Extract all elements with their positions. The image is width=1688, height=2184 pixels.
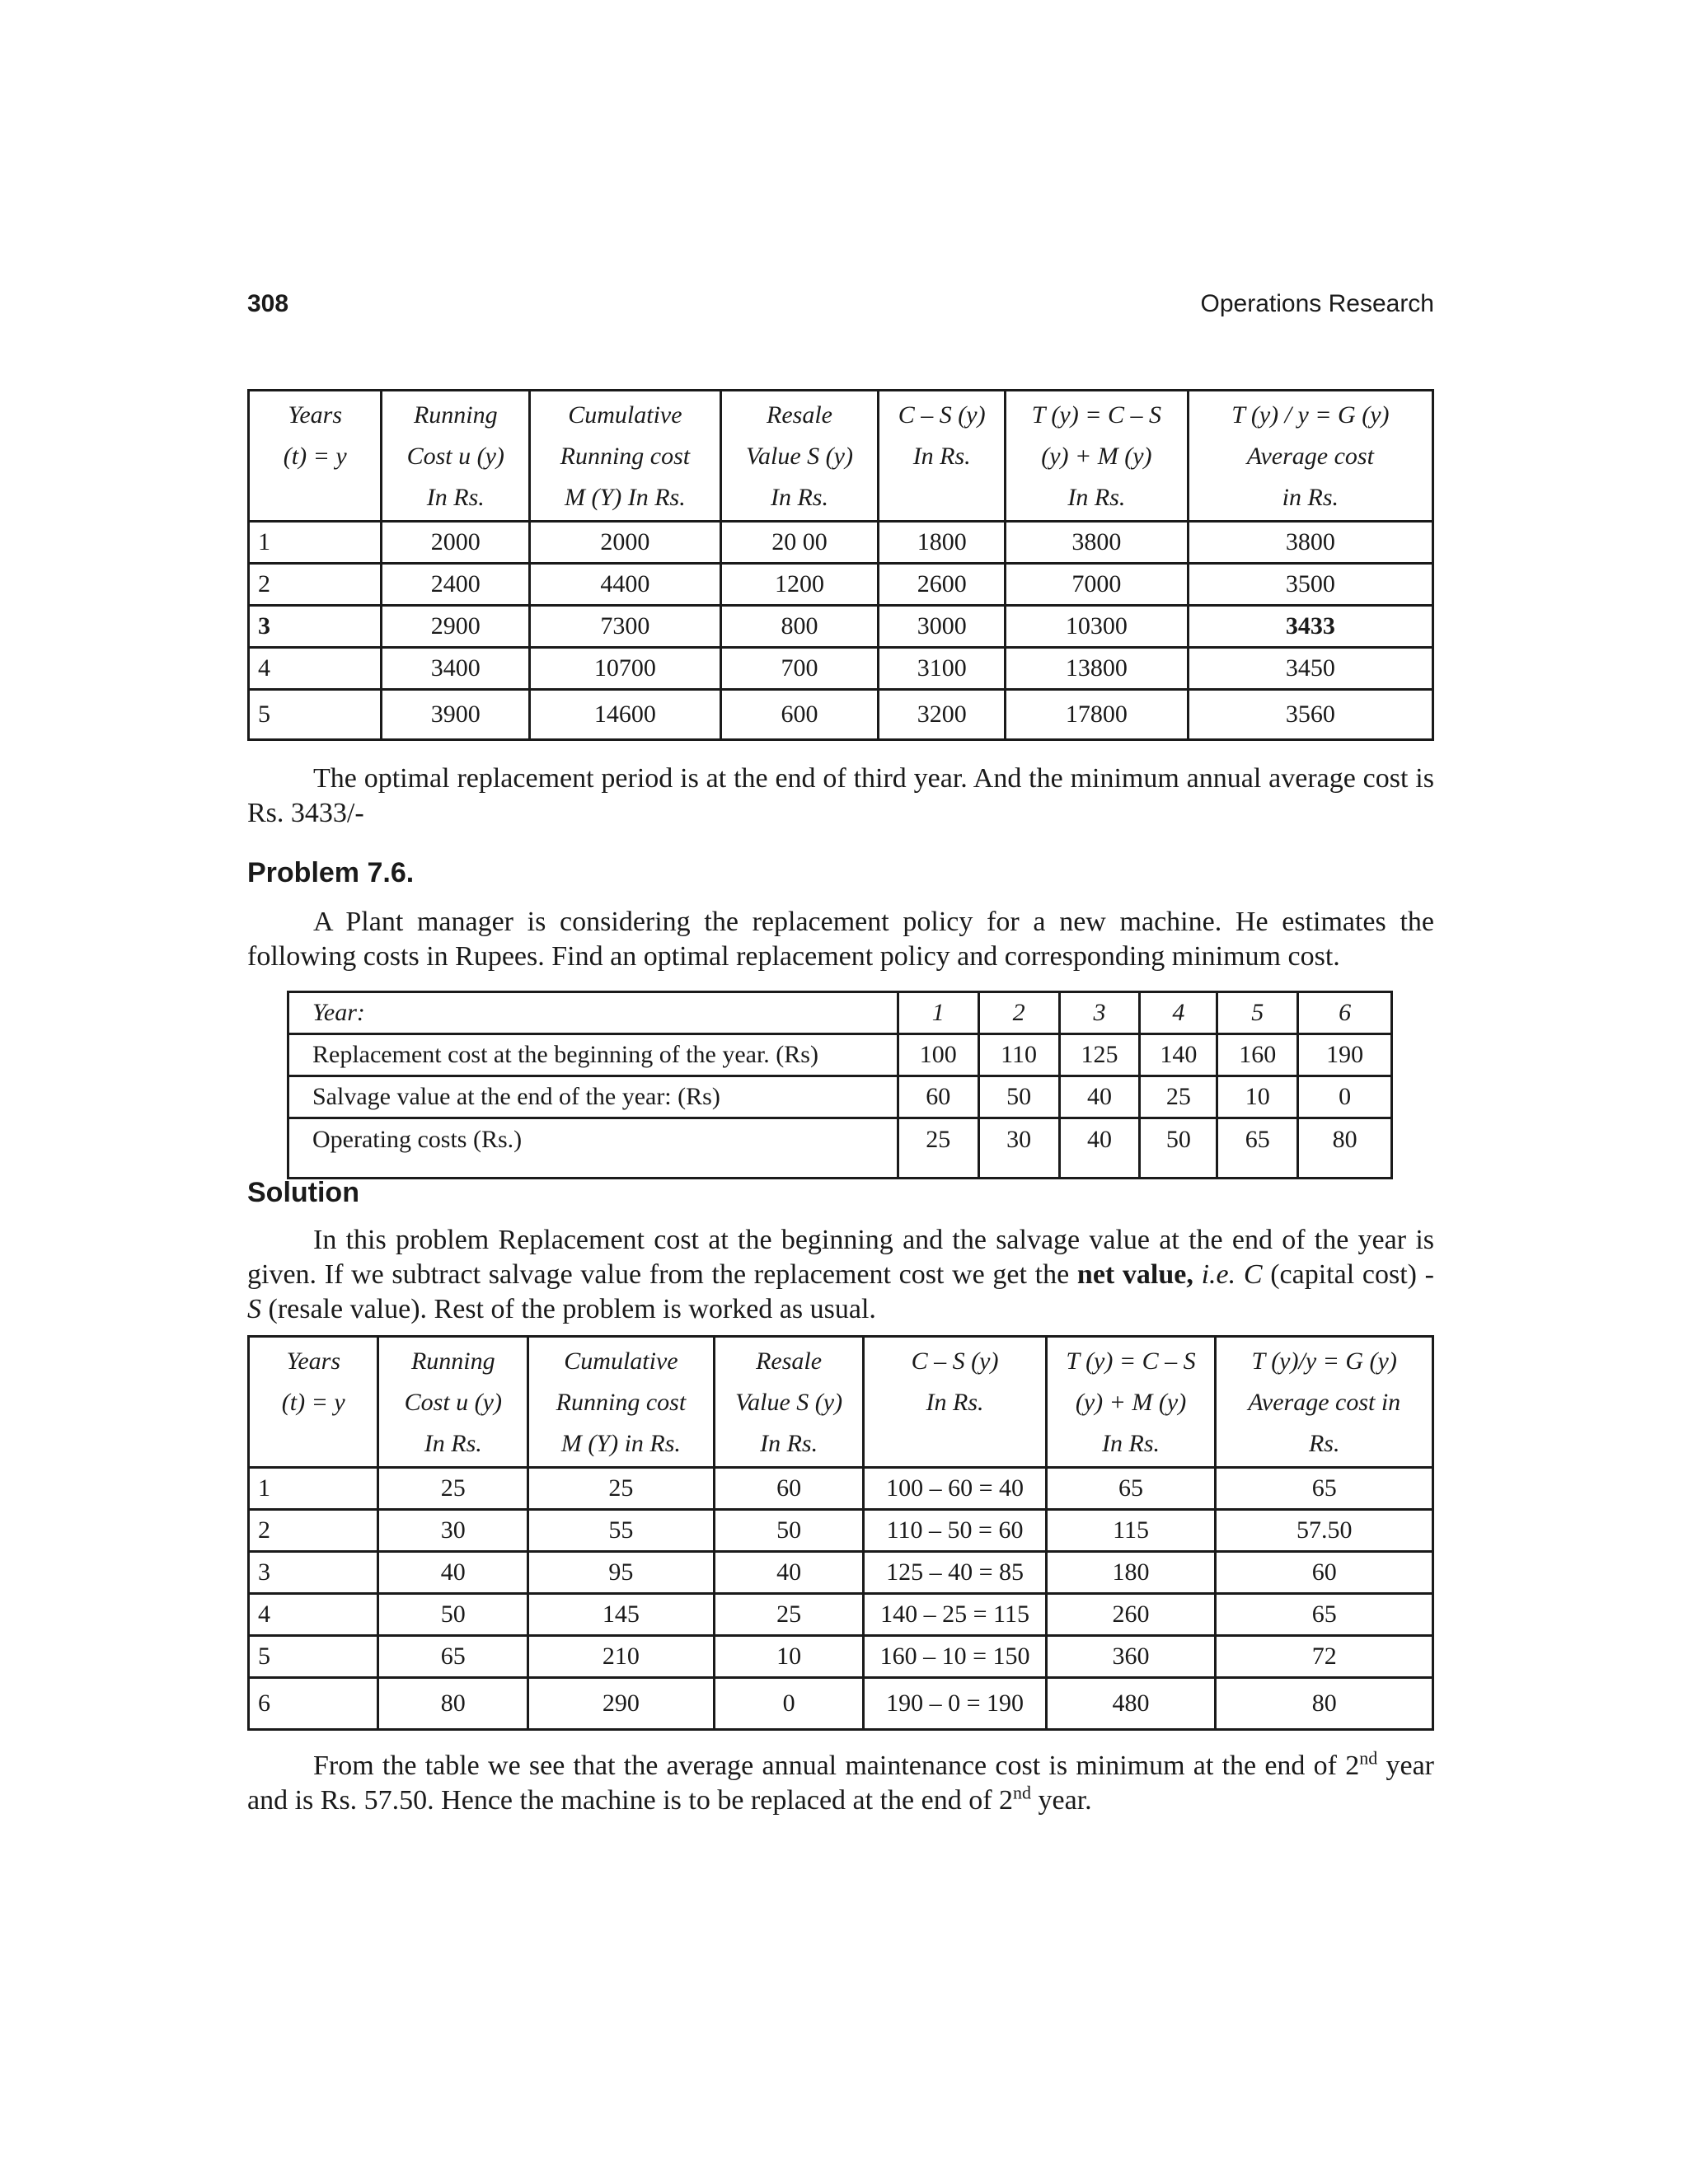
table-header-row: Year: 1 2 3 4 5 6 [288,992,1392,1034]
header-running-cost: Running Cost u (y) In Rs. [382,391,530,522]
header-years: Years (t) = y [249,1337,378,1468]
table-row: 4 3400 10700 700 3100 13800 3450 [249,648,1433,690]
header-cumulative: Cumulative Running cost M (Y) In Rs. [530,391,721,522]
table-row: 2 30 55 50 110 – 50 = 60 115 57.50 [249,1510,1433,1552]
optimal-period-paragraph: The optimal replacement period is at the end of third year. And the minimum annual average cost is Rs. 3433/- [247,763,1434,828]
net-value-term: net value, [1076,1259,1193,1290]
table-row: 1 2000 2000 20 00 1800 3800 3800 [249,522,1433,564]
replacement-table-2 [247,1335,1434,1731]
running-title: Operations Research [1200,290,1434,317]
cost-estimate-table [287,991,1393,1179]
table-row: Operating costs (Rs.) 25 30 40 50 65 80 [288,1118,1392,1179]
table-row: 1 25 25 60 100 – 60 = 40 65 65 [249,1468,1433,1510]
header-c-minus-s: C – S (y) In Rs. [879,391,1006,522]
header-resale: Resale Value S (y) In Rs. [720,391,879,522]
header-years: Years (t) = y [249,391,382,522]
table-row: 6 80 290 0 190 – 0 = 190 480 80 [249,1678,1433,1730]
table-row: 4 50 145 25 140 – 25 = 115 260 65 [249,1594,1433,1636]
header-cumulative: Cumulative Running cost M (Y) in Rs. [528,1337,715,1468]
table-row-optimal: 3 2900 7300 800 3000 10300 3433 [249,606,1433,648]
table-row: Replacement cost at the beginning of the year. (Rs) 100 110 125 140 160 190 [288,1034,1392,1076]
minimum-average-cost: 3433 [1188,606,1432,648]
table-header-row [249,1337,1433,1468]
header-resale: Resale Value S (y) In Rs. [714,1337,864,1468]
table-header-row [249,391,1433,522]
conclusion-paragraph: From the table we see that the average annual maintenance cost is minimum at the end of 2nd year and is Rs. 57.50. Hence the machine is to be replaced at the end of 2nd year. [247,1747,1434,1816]
table-row: 5 65 210 10 160 – 10 = 150 360 72 [249,1636,1433,1678]
problem-statement: A Plant manager is considering the replacement policy for a new machine. He estimates the following costs in Rupees. Find an optimal replacement policy and corresponding minimum cost. [247,907,1434,972]
solution-paragraph: In this problem Replacement cost at the beginning and the salvage value at the end of the year is given. If we subtract salvage value from the replacement cost we get the net value, i.e. C (capital cost) - S (resale value). Rest of the problem is worked as usual. [247,1225,1434,1324]
table-row: Salvage value at the end of the year: (Rs) 60 50 40 25 10 0 [288,1076,1392,1118]
header-total-cost: T (y) = C – S (y) + M (y) In Rs. [1006,391,1189,522]
page-number: 308 [247,290,289,317]
header-average-cost: T (y) / y = G (y) Average cost in Rs. [1188,391,1432,522]
header-total-cost: T (y) = C – S (y) + M (y) In Rs. [1046,1337,1216,1468]
replacement-table-1 [247,389,1434,741]
table-row: 5 3900 14600 600 3200 17800 3560 [249,690,1433,740]
table-row: 2 2400 4400 1200 2600 7000 3500 [249,564,1433,606]
year-label: Year: [288,992,898,1034]
problem-heading: Problem 7.6. [247,857,415,888]
header-average-cost: T (y)/y = G (y) Average cost in Rs. [1216,1337,1433,1468]
header-running-cost: Running Cost u (y) In Rs. [378,1337,528,1468]
table-row: 3 40 95 40 125 – 40 = 85 180 60 [249,1552,1433,1594]
solution-heading: Solution [247,1177,359,1208]
page-header [247,290,1434,323]
header-c-minus-s: C – S (y) In Rs. [864,1337,1046,1468]
